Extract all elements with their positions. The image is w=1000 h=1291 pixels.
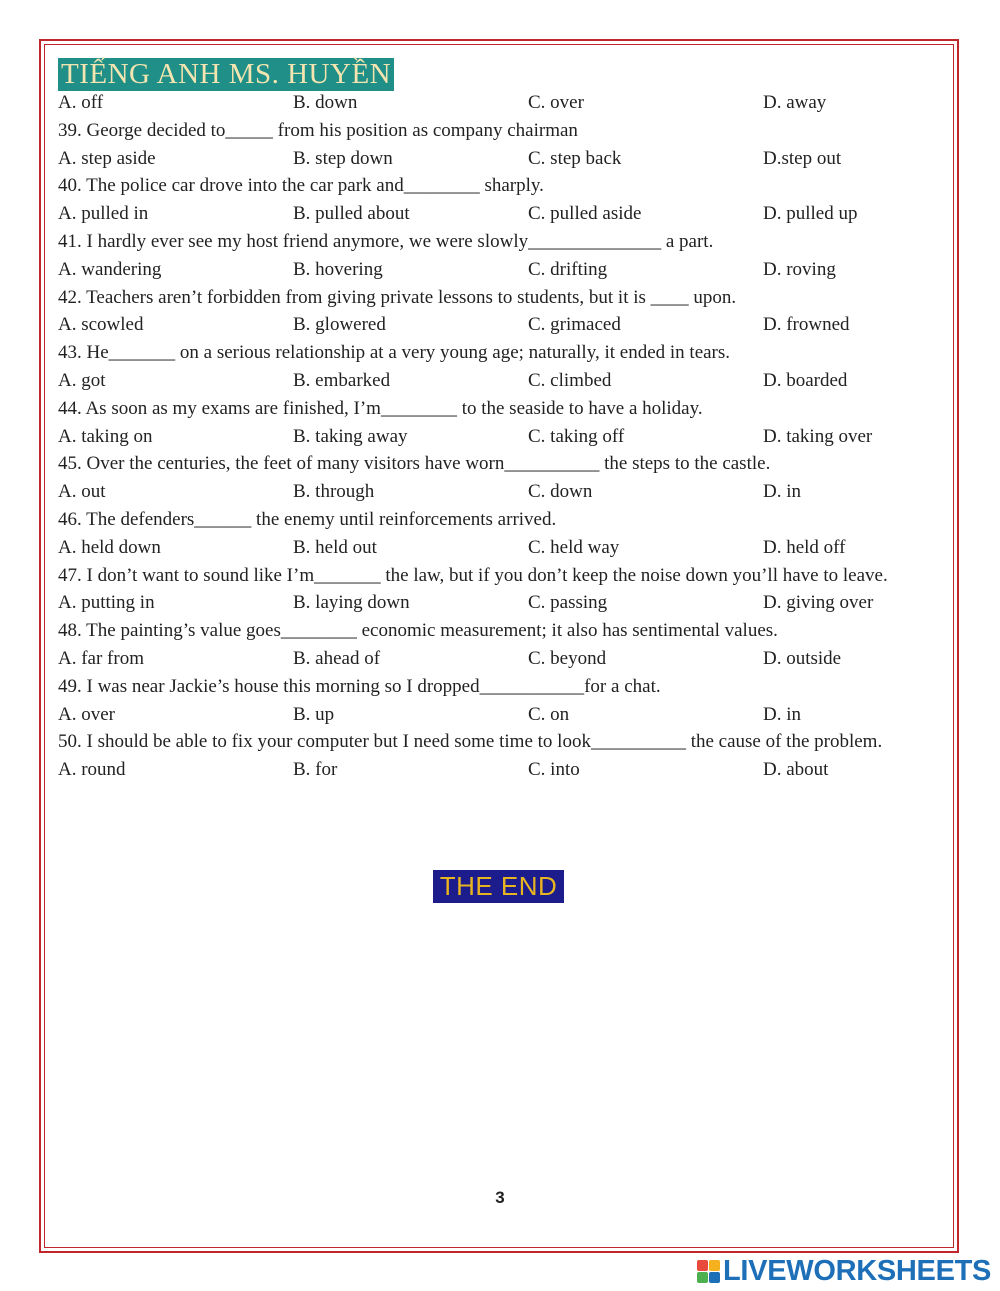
option-c[interactable]: C. step back xyxy=(528,147,622,169)
option-b[interactable]: B. for xyxy=(293,759,338,781)
option-d[interactable]: D. taking over xyxy=(763,425,873,447)
option-d[interactable]: D. in xyxy=(763,481,801,503)
option-a[interactable]: A. scowled xyxy=(58,314,144,336)
liveworksheets-logo-text: LIVEWORKSHEETS xyxy=(723,1254,992,1287)
the-end-banner: THE END xyxy=(433,870,564,903)
answer-options-39 xyxy=(58,145,898,173)
option-d[interactable]: D.step out xyxy=(763,147,842,169)
option-c[interactable]: C. held way xyxy=(528,536,620,558)
answer-options-41 xyxy=(58,256,898,284)
header-title: TIẾNG ANH MS. HUYỀN xyxy=(58,58,394,91)
option-b[interactable]: B. held out xyxy=(293,536,377,558)
option-c[interactable]: C. grimaced xyxy=(528,314,621,336)
option-b[interactable]: B. laying down xyxy=(293,592,410,614)
option-b[interactable]: B. glowered xyxy=(293,314,386,336)
option-c[interactable]: C. down xyxy=(528,481,593,503)
option-a[interactable]: A. far from xyxy=(58,647,144,669)
option-d[interactable]: D. boarded xyxy=(763,369,848,391)
option-a[interactable]: A. over xyxy=(58,703,115,725)
option-b[interactable]: B. through xyxy=(293,481,375,503)
question-48: 48. The painting’s value goes________ economic measurement; it also has sentimental values. xyxy=(58,620,778,642)
question-47: 47. I don’t want to sound like I’m_______ the law, but if you don’t keep the noise down you’ll have to leave. xyxy=(58,564,888,586)
question-50: 50. I should be able to fix your computer but I need some time to look__________ the cause of the problem. xyxy=(58,731,883,753)
option-b[interactable]: B. embarked xyxy=(293,369,391,391)
option-a[interactable]: A. pulled in xyxy=(58,203,149,225)
option-b[interactable]: B. up xyxy=(293,703,335,725)
liveworksheets-logo[interactable] xyxy=(697,1256,991,1286)
question-45: 45. Over the centuries, the feet of many visitors have worn__________ the steps to the castle. xyxy=(58,453,771,475)
option-d[interactable]: D. frowned xyxy=(763,314,850,336)
question-42: 42. Teachers aren’t forbidden from giving private lessons to students, but it is ____ upon. xyxy=(58,286,737,308)
option-a[interactable]: A. out xyxy=(58,481,106,503)
answer-options-44 xyxy=(58,423,898,451)
question-41: 41. I hardly ever see my host friend anymore, we were slowly______________ a part. xyxy=(58,230,714,252)
option-d[interactable]: D. about xyxy=(763,759,829,781)
option-d[interactable]: D. away xyxy=(763,92,827,113)
option-d[interactable]: D. in xyxy=(763,703,801,725)
option-a[interactable]: A. step aside xyxy=(58,147,156,169)
worksheet-content xyxy=(58,89,898,784)
option-a[interactable]: A. held down xyxy=(58,536,161,558)
option-a[interactable]: A. taking on xyxy=(58,425,153,447)
option-c[interactable]: C. into xyxy=(528,759,580,781)
question-44: 44. As soon as my exams are finished, I’m________ to the seaside to have a holiday. xyxy=(58,397,703,419)
option-d[interactable]: D. giving over xyxy=(763,592,874,614)
option-a[interactable]: A. round xyxy=(58,759,126,781)
option-b[interactable]: B. hovering xyxy=(293,258,383,280)
option-b[interactable]: B. step down xyxy=(293,147,393,169)
option-a[interactable]: A. putting in xyxy=(58,592,155,614)
answer-options-45 xyxy=(58,478,898,506)
option-c[interactable]: C. on xyxy=(528,703,570,725)
option-c[interactable]: C. passing xyxy=(528,592,608,614)
option-a[interactable]: A. wandering xyxy=(58,258,162,280)
question-39: 39. George decided to_____ from his position as company chairman xyxy=(58,119,578,141)
option-c[interactable]: C. beyond xyxy=(528,647,607,669)
option-c[interactable]: C. pulled aside xyxy=(528,203,642,225)
option-a[interactable]: A. got xyxy=(58,369,106,391)
answer-options-46 xyxy=(58,534,898,562)
answer-options-42 xyxy=(58,311,898,339)
answer-options-40 xyxy=(58,200,898,228)
option-c[interactable]: C. over xyxy=(528,92,584,113)
option-d[interactable]: D. held off xyxy=(763,536,846,558)
liveworksheets-logo-icon xyxy=(697,1260,720,1283)
option-d[interactable]: D. roving xyxy=(763,258,836,280)
answer-options-38 xyxy=(58,89,898,117)
option-d[interactable]: D. outside xyxy=(763,647,842,669)
option-c[interactable]: C. drifting xyxy=(528,258,608,280)
answer-options-48 xyxy=(58,645,898,673)
option-d[interactable]: D. pulled up xyxy=(763,203,858,225)
question-40: 40. The police car drove into the car park and________ sharply. xyxy=(58,175,544,197)
answer-options-50 xyxy=(58,756,898,784)
option-c[interactable]: C. climbed xyxy=(528,369,612,391)
option-b[interactable]: B. pulled about xyxy=(293,203,410,225)
page-number: 3 xyxy=(495,1188,505,1207)
option-a[interactable]: A. off xyxy=(58,92,104,113)
question-49: 49. I was near Jackie’s house this morning so I dropped___________for a chat. xyxy=(58,675,661,697)
option-c[interactable]: C. taking off xyxy=(528,425,625,447)
answer-options-43 xyxy=(58,367,898,395)
question-46: 46. The defenders______ the enemy until reinforcements arrived. xyxy=(58,508,557,530)
answer-options-49 xyxy=(58,701,898,729)
option-b[interactable]: B. ahead of xyxy=(293,647,381,669)
answer-options-47 xyxy=(58,589,898,617)
question-43: 43. He_______ on a serious relationship at a very young age; naturally, it ended in tears. xyxy=(58,342,731,364)
option-b[interactable]: B. down xyxy=(293,92,358,113)
option-b[interactable]: B. taking away xyxy=(293,425,408,447)
